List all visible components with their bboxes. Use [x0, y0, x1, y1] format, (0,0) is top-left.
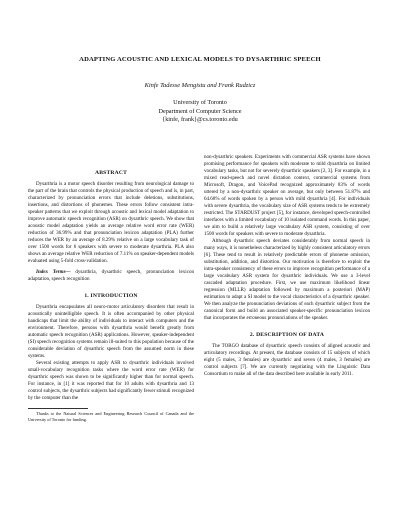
- index-terms-label: Index Terms—: [36, 269, 71, 275]
- introduction-paragraph-1: Dysarthria encapsulates all neuro-motor articulatory disorders that result in acoustically unintelligible speech. It is often accompanied by other physical handicaps that limit the ability of individuals to interact with computers and the environment. Therefore, persons with dysarthria would benefit greatly from automatic speech recognition (ASR) applications. However, speaker-independent (SI) speech recognition systems remain ill-suited to this population because of the considerable deviation of dysarthric speech from the assumed norm in these systems.: [28, 304, 194, 359]
- introduction-heading: 1. INTRODUCTION: [84, 293, 138, 299]
- index-terms: [28, 269, 194, 283]
- data-description-paragraph: The TORGO database of dysarthric speech consists of aligned acoustic and articulatory recordings. At present, the database consists of 15 subjects of which eight (5 males, 3 females) are dysarthric and seven (4 males, 3 females) are control subjects [7]. We are currently negotiating with the Linguistic Data Consortium to make all of the data described here available in early 2011.: [204, 343, 370, 377]
- data-description-heading: 2. DESCRIPTION OF DATA: [249, 332, 325, 338]
- affiliation-department: Department of Computer Science: [158, 107, 242, 115]
- right-column: [204, 154, 370, 378]
- footnote-rule: [28, 408, 88, 409]
- left-column: [28, 170, 194, 422]
- paper-title: ADAPTING ACOUSTIC AND LEXICAL MODELS TO DYSARTHRIC SPEECH: [79, 56, 321, 63]
- affiliation-university: University of Toronto: [173, 99, 227, 106]
- affiliation-block: [20, 99, 380, 125]
- right-paragraph-1: non-dysarthric speakers. Experiments with commercial ASR systems have shown promising performance for speakers with moderate to mild dysarthria on limited vocabulary tasks, but not for severely dysarthric speakers [2, 3]. For example, in a mixed read-speech and novel dictation context, commercial systems from Microsoft, Dragon, and VoicePad recognized approximately 83% of words uttered by a non-dysarthric speaker on average, but only between 51.87% and 64.68% of words spoken by a person with mild dysarthria [4]. For individuals with severe dysarthria, the vocabulary size of ASR systems tends to be extremely restricted. The STARDUST project [5], for instance, developed speech-controlled interfaces with a limited vocabulary of 10 isolated command words. In this paper, we aim to build a relatively large vocabulary ASR system, consisting of over 1500 words for speakers with severe to moderate dysarthria.: [204, 154, 370, 237]
- affiliation-email: {kinfe, frank}@cs.toronto.edu: [162, 116, 238, 123]
- index-terms-text: dysarthria, dysarthric speech, pronunciation lexicon adaptation, speech recognition: [28, 269, 194, 282]
- abstract-body: Dysarthria is a motor speech disorder resulting from neurological damage to the part of the brain that controls the physical production of speech and is, in part, characterized by pronunciation errors that include deletions, substitutions, insertions, and distortions of phonemes. These errors follow consistent intra-speaker patterns that we exploit through acoustic and lexical model adaptation to improve automatic speech recognition (ASR) on dysarthric speech. We show that acoustic model adaptation yields an average relative word error rate (WER) reduction of 36.99% and that pronunciation lexicon adaptation (PLA) further reduces the WER by an average of 8.29% relative on a large vocabulary task of over 1500 words for 6 speakers with severe to moderate dysarthria. PLA also shows an average relative WER reduction of 7.11% on speaker-dependent models evaluated using 5-fold cross-validation.: [28, 181, 194, 264]
- right-paragraph-2: Although dysarthric speech deviates considerably from normal speech in many ways, it is nonetheless characterized by highly consistent articulatory errors [6]. These tend to result in relatively predictable errors of phoneme omission, substitution, addition, and distortion. Our motivation is therefore to exploit the intra-speaker consistency of these errors to improve recognition performance of a large vocabulary ASR system for dysarthric individuals. We use a 3-level cascaded adaptation procedure. First, we use maximum likelihood linear regression (MLLR) adaptation followed by maximum a posteriori (MAP) estimation to adapt a SI model to the vocal characteristics of a dysarthric speaker. We then analyze the pronunciation deviations of each dysarthric subject from the canonical form and build an associated speaker-specific pronunciation lexicon that incorporates the erroneous pronunciations of the speaker.: [204, 238, 370, 321]
- funding-footnote: Thanks to the Natural Sciences and Engineering Research Council of Canada and the University of Toronto for funding.: [28, 411, 194, 422]
- paper-authors: Kinfe Tadesse Mengistu and Frank Rudzicz: [144, 82, 256, 89]
- abstract-heading: ABSTRACT: [94, 170, 128, 176]
- introduction-paragraph-2: Several existing attempts to apply ASR to dysarthric individuals involved small-vocabulary recognition tasks where the word error rate (WER) for dysarthric speech was shown to be significantly higher than for normal speech. For instance, in [1] it was reported that for 10 adults with dysarthria and 13 control subjects, the dysarthric subjects had significantly fewer stimuli recognized by the computer than the: [28, 360, 194, 401]
